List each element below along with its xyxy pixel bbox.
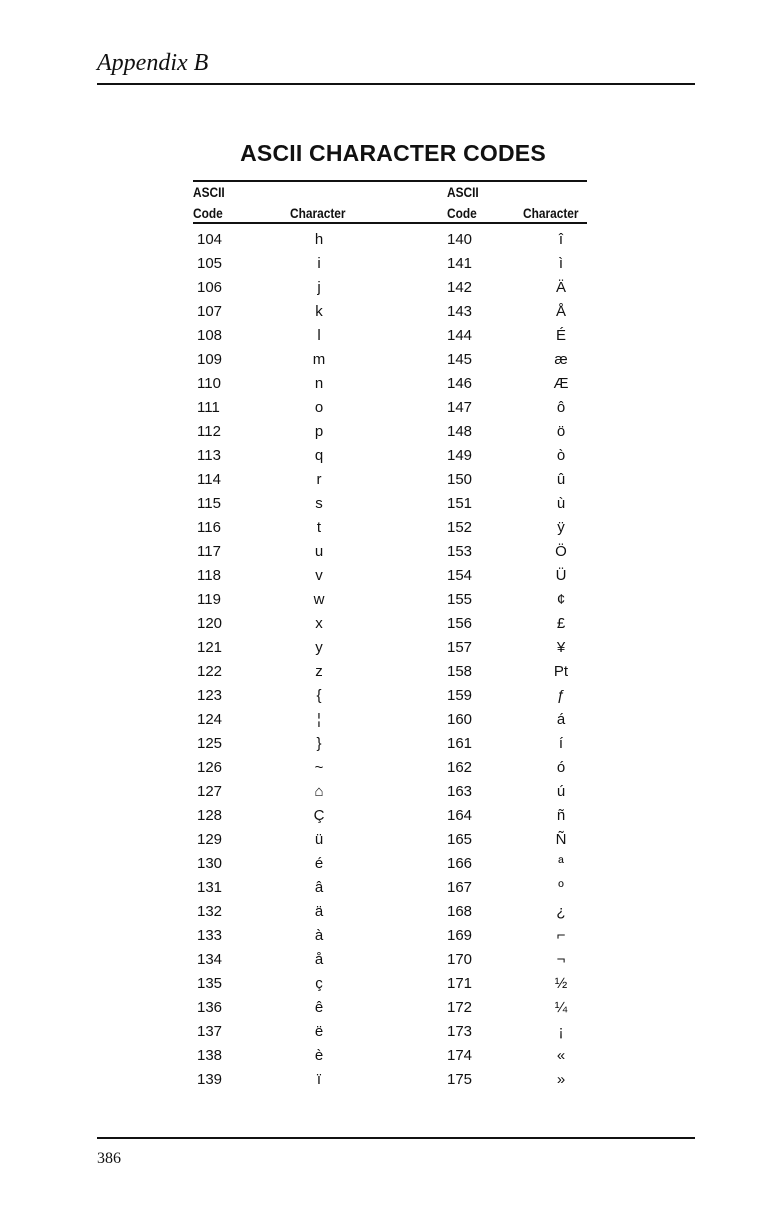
ascii-code-cell: 126 (197, 759, 223, 776)
ascii-code-cell: 141 (447, 255, 473, 272)
character-cell: ô (556, 399, 566, 416)
ascii-code-cell: 117 (197, 543, 221, 560)
character-cell: v (315, 567, 323, 584)
table-row (197, 663, 587, 687)
character-cell: » (556, 1071, 566, 1088)
header-rule (97, 83, 695, 85)
ascii-code-cell: 127 (197, 783, 223, 800)
table-row (197, 831, 587, 855)
ascii-code-cell: 118 (197, 567, 221, 584)
table-row (197, 231, 587, 255)
character-cell: ~ (314, 759, 324, 776)
character-cell: ¥ (556, 639, 566, 656)
ascii-code-cell: 147 (447, 399, 473, 416)
ascii-code-cell: 131 (197, 879, 223, 896)
character-cell: ó (556, 759, 566, 776)
character-cell: ½ (554, 975, 568, 992)
character-cell: t (316, 519, 322, 536)
character-cell: ⌂ (314, 783, 324, 800)
ascii-code-cell: 165 (447, 831, 473, 848)
character-cell: ò (556, 447, 566, 464)
table-row (197, 399, 587, 423)
ascii-code-cell: 170 (447, 951, 473, 968)
table-header-rule (193, 222, 587, 224)
character-cell: é (314, 855, 324, 872)
table-row (197, 999, 587, 1023)
ascii-code-cell: 158 (447, 663, 473, 680)
table-row (197, 279, 587, 303)
character-cell: ⌐ (556, 927, 566, 944)
table-row (197, 927, 587, 951)
table-row (197, 519, 587, 543)
character-cell: ñ (556, 807, 566, 824)
character-cell: â (314, 879, 324, 896)
character-cell: o (314, 399, 324, 416)
table-row (197, 495, 587, 519)
character-cell: p (314, 423, 324, 440)
table-row (197, 375, 587, 399)
table-row (197, 1023, 587, 1047)
character-cell: ª (558, 855, 564, 872)
table-row (197, 687, 587, 711)
ascii-code-cell: 128 (197, 807, 223, 824)
character-cell: l (317, 327, 321, 344)
ascii-code-cell: 136 (197, 999, 223, 1016)
ascii-code-cell: 153 (447, 543, 473, 560)
character-cell: z (315, 663, 323, 680)
column-header-code-left: ASCII Code (193, 184, 225, 221)
character-cell: Ü (555, 567, 567, 584)
character-cell: ë (314, 1023, 324, 1040)
ascii-code-cell: 168 (447, 903, 473, 920)
ascii-code-cell: 173 (447, 1023, 473, 1040)
ascii-code-cell: 110 (197, 375, 221, 392)
ascii-code-cell: 105 (197, 255, 223, 272)
ascii-code-cell: 155 (447, 591, 473, 608)
character-cell: ù (556, 495, 566, 512)
character-cell: ä (314, 903, 324, 920)
character-cell: q (314, 447, 324, 464)
ascii-code-cell: 135 (197, 975, 223, 992)
ascii-code-cell: 150 (447, 471, 473, 488)
ascii-code-cell: 124 (197, 711, 223, 728)
ascii-code-cell: 149 (447, 447, 473, 464)
table-row (197, 255, 587, 279)
character-cell: í (558, 735, 564, 752)
table-row (197, 303, 587, 327)
ascii-code-cell: 157 (447, 639, 473, 656)
table-row (197, 879, 587, 903)
ascii-code-cell: 169 (447, 927, 473, 944)
ascii-code-cell: 114 (197, 471, 221, 488)
table-row (197, 735, 587, 759)
character-cell: É (555, 327, 566, 344)
ascii-code-cell: 120 (197, 615, 223, 632)
ascii-code-cell: 162 (447, 759, 473, 776)
ascii-code-cell: 163 (447, 783, 473, 800)
table-row (197, 591, 587, 615)
character-cell: Ä (555, 279, 566, 296)
character-cell: º (558, 879, 564, 896)
ascii-code-cell: 159 (447, 687, 473, 704)
character-cell: Å (555, 303, 566, 320)
ascii-code-cell: 167 (447, 879, 473, 896)
ascii-code-cell: 144 (447, 327, 473, 344)
table-row (197, 567, 587, 591)
character-cell: h (314, 231, 324, 248)
ascii-code-cell: 108 (197, 327, 223, 344)
character-cell: n (314, 375, 324, 392)
ascii-code-cell: 148 (447, 423, 473, 440)
character-cell: ƒ (556, 687, 566, 704)
character-cell: Ö (555, 543, 567, 560)
ascii-code-cell: 107 (197, 303, 223, 320)
ascii-code-cell: 156 (447, 615, 473, 632)
character-cell: ¢ (556, 591, 566, 608)
character-cell: m (312, 351, 326, 368)
ascii-code-cell: 121 (197, 639, 223, 656)
character-cell: } (316, 735, 322, 752)
character-cell: ¼ (554, 999, 568, 1016)
table-row (197, 951, 587, 975)
ascii-code-cell: 129 (197, 831, 223, 848)
character-cell: û (556, 471, 566, 488)
ascii-code-cell: 145 (447, 351, 473, 368)
ascii-code-cell: 175 (447, 1071, 473, 1088)
character-cell: w (313, 591, 325, 608)
ascii-code-cell: 104 (197, 231, 223, 248)
character-cell: ö (556, 423, 566, 440)
character-cell: à (314, 927, 324, 944)
character-cell: i (317, 255, 321, 272)
character-cell: ú (556, 783, 566, 800)
ascii-code-cell: 119 (197, 591, 221, 608)
table-row (197, 903, 587, 927)
table-row (197, 1047, 587, 1071)
character-cell: { (316, 687, 322, 704)
table-row (197, 759, 587, 783)
ascii-code-cell: 151 (447, 495, 473, 512)
table-row (197, 1071, 587, 1095)
character-cell: î (558, 231, 564, 248)
character-cell: Ç (313, 807, 325, 824)
table-row (197, 975, 587, 999)
column-header-character-right: Character (523, 205, 579, 221)
running-header: Appendix B (97, 50, 209, 76)
character-cell: ü (314, 831, 324, 848)
character-cell: Ñ (555, 831, 567, 848)
character-cell: ì (558, 255, 564, 272)
ascii-code-cell: 139 (197, 1071, 223, 1088)
table-row (197, 423, 587, 447)
character-cell: ¡ (558, 1023, 564, 1040)
table-row (197, 639, 587, 663)
footer-rule (97, 1137, 695, 1139)
character-cell: « (556, 1047, 566, 1064)
table-row (197, 327, 587, 351)
character-cell: ç (315, 975, 323, 992)
table-row (197, 471, 587, 495)
table-row (197, 783, 587, 807)
ascii-code-cell: 160 (447, 711, 473, 728)
ascii-code-cell: 140 (447, 231, 473, 248)
ascii-code-cell: 133 (197, 927, 223, 944)
table-row (197, 711, 587, 735)
table-row (197, 543, 587, 567)
character-cell: ï (316, 1071, 322, 1088)
character-cell: å (314, 951, 324, 968)
column-header-character-left: Character (290, 205, 346, 221)
ascii-code-cell: 143 (447, 303, 473, 320)
character-cell: ê (314, 999, 324, 1016)
ascii-code-cell: 115 (197, 495, 221, 512)
ascii-code-cell: 132 (197, 903, 223, 920)
character-cell: ÿ (557, 519, 565, 536)
character-cell: è (314, 1047, 324, 1064)
ascii-code-cell: 123 (197, 687, 223, 704)
ascii-code-cell: 125 (197, 735, 223, 752)
ascii-code-cell: 138 (197, 1047, 223, 1064)
character-cell: á (556, 711, 566, 728)
character-cell: k (315, 303, 323, 320)
ascii-code-cell: 166 (447, 855, 473, 872)
ascii-code-cell: 137 (197, 1023, 223, 1040)
table-row (197, 615, 587, 639)
table-top-rule (193, 180, 587, 182)
ascii-code-cell: 109 (197, 351, 223, 368)
character-cell: ¬ (556, 951, 566, 968)
ascii-code-cell: 106 (197, 279, 223, 296)
ascii-code-cell: 174 (447, 1047, 473, 1064)
ascii-code-cell: 122 (197, 663, 223, 680)
ascii-code-cell: 113 (197, 447, 221, 464)
ascii-code-cell: 172 (447, 999, 473, 1016)
character-cell: r (316, 471, 322, 488)
ascii-code-cell: 130 (197, 855, 223, 872)
character-cell: s (315, 495, 323, 512)
character-cell: £ (556, 615, 566, 632)
ascii-code-cell: 116 (197, 519, 221, 536)
ascii-code-cell: 161 (447, 735, 473, 752)
table-row (197, 807, 587, 831)
character-cell: Pt (553, 663, 569, 680)
ascii-code-cell: 152 (447, 519, 473, 536)
table-row (197, 447, 587, 471)
character-cell: æ (554, 351, 568, 368)
table-row (197, 855, 587, 879)
table-row (197, 351, 587, 375)
ascii-code-cell: 171 (447, 975, 473, 992)
character-cell: y (315, 639, 323, 656)
character-cell: u (314, 543, 324, 560)
character-cell: j (317, 279, 321, 296)
page-title: ASCII CHARACTER CODES (240, 140, 546, 166)
character-cell: ¿ (556, 903, 566, 920)
page-number: 386 (97, 1150, 121, 1167)
ascii-code-cell: 134 (197, 951, 223, 968)
ascii-code-cell: 112 (197, 423, 221, 440)
column-header-code-right: ASCII Code (447, 184, 479, 221)
ascii-code-cell: 154 (447, 567, 473, 584)
ascii-code-cell: 111 (197, 399, 220, 416)
character-cell: ¦ (317, 711, 321, 728)
ascii-code-cell: 146 (447, 375, 473, 392)
character-cell: Æ (553, 375, 569, 392)
ascii-code-cell: 142 (447, 279, 473, 296)
character-cell: x (315, 615, 323, 632)
ascii-code-cell: 164 (447, 807, 473, 824)
